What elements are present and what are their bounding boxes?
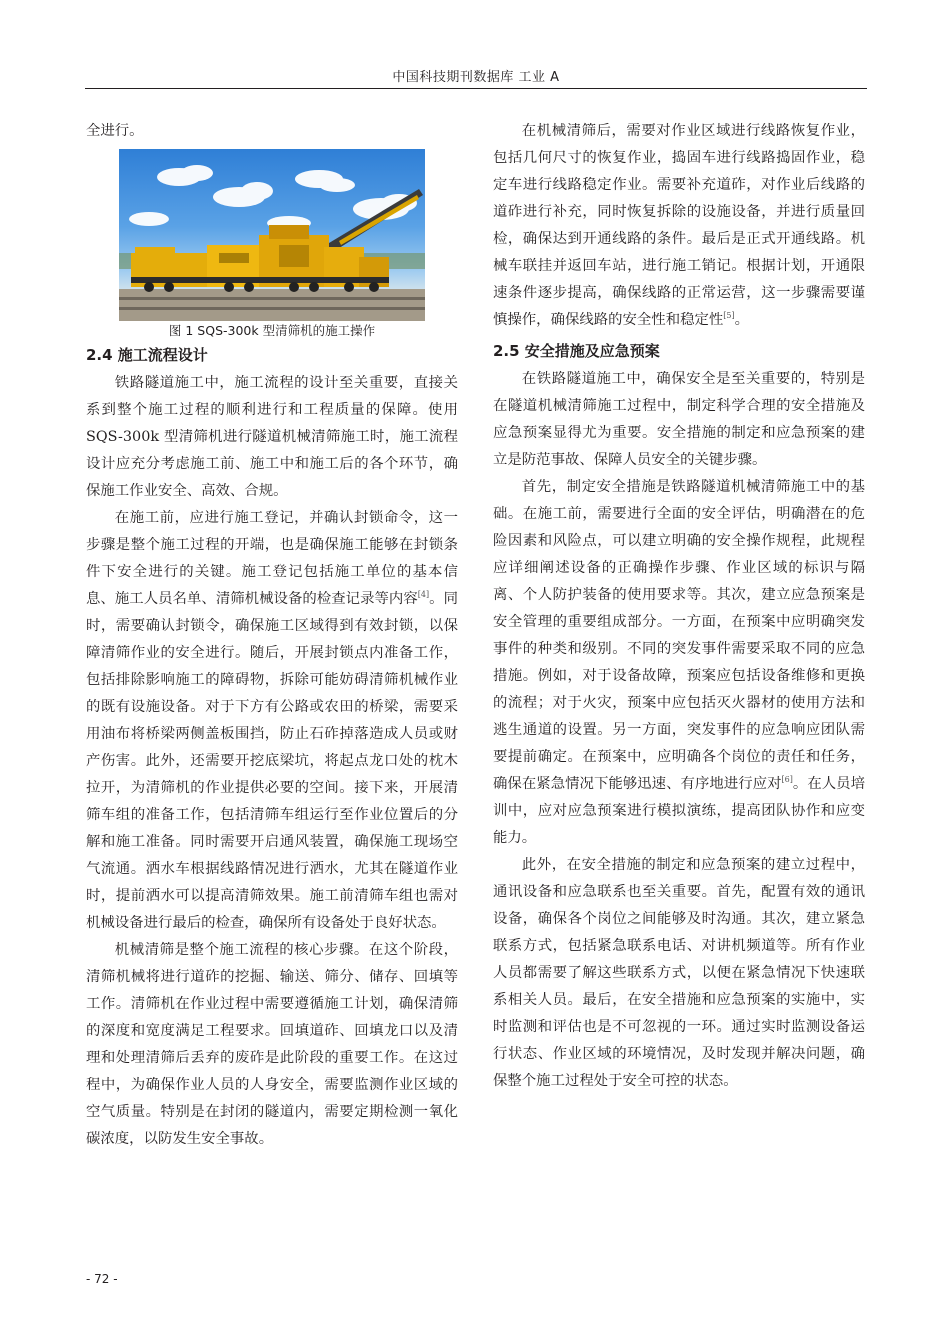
- citation-ref: [5]: [723, 311, 735, 320]
- journal-header: 中国科技期刊数据库 工业 A: [392, 70, 560, 85]
- paragraph: 此外，在安全措施的制定和应急预案的建立过程中，通讯设备和应急联系也至关重要。首先，配置有效的通讯设备，确保各个岗位之间能够及时沟通。其次，建立紧急联系方式，包括紧急联系电话、对讲机频道等。所有作业人员都需要了解这些联系方式，以便在紧急情况下快速联系相关人员。最后，在安全措施和应急预案的实施中，实时监测和评估也是不可忽视的一环。通过实时监测设备运行状态、作业区域的环境情况，及时发现并解决问题，确保整个施工过程处于安全可控的状态。: [493, 857, 865, 1089]
- section-title-2-5: 2.5 安全措施及应急预案: [493, 342, 660, 360]
- paragraph-continuation: 全进行。: [86, 123, 144, 139]
- paragraph-text: 。: [734, 312, 750, 328]
- paragraph-text: 。在人员培训中，应对应急预案进行模拟演练，提高团队协作和应变能力。: [493, 776, 865, 846]
- ballast-cleaner-image: [119, 149, 425, 321]
- page-number: - 72 -: [86, 1272, 118, 1286]
- paragraph: [86, 505, 458, 937]
- right-column: [493, 118, 865, 1095]
- figure-caption: 图 1 SQS-300k 型清筛机的施工操作: [168, 323, 376, 338]
- paragraph: [493, 118, 865, 334]
- paragraph: 机械清筛是整个施工流程的核心步骤。在这个阶段，清筛机械将进行道砟的挖掘、输送、筛分、储存、回填等工作。清筛机在作业过程中需要遵循施工计划，确保清筛的深度和宽度满足工程要求。回填道砟、回填龙口以及清理和处理清筛后丢弃的废砟是此阶段的重要工作。在这过程中，为确保作业人员的人身安全，需要监测作业区域的空气质量。特别是在封闭的隧道内，需要定期检测一氧化碳浓度，以防发生安全事故。: [86, 942, 458, 1147]
- left-column: [86, 118, 458, 1153]
- paragraph-text: 。同时，需要确认封锁令，确保施工区域得到有效封锁，以保障清筛作业的安全进行。随后，开展封锁点内准备工作，包括排除影响施工的障碍物，拆除可能妨碍清筛机械作业的既有设施设备。对于下方有公路或农田的桥梁，需要采用油布将桥梁两侧盖板围挡，防止石砟掉落造成人员或财产伤害。此外，还需要开挖底梁坑，将起点龙口处的枕木拉开，为清筛机的作业提供必要的空间。接下来，开展清筛车组的准备工作，包括清筛车组运行至作业位置后的分解和施工准备。同时需要开启通风装置，确保施工现场空气流通。洒水车根据线路情况进行洒水，尤其在隧道作业时，提前洒水可以提高清筛效果。施工前清筛车组也需对机械设备进行最后的检查，确保所有设备处于良好状态。: [86, 591, 458, 931]
- citation-ref: [6]: [781, 775, 793, 784]
- figure-ballast-cleaner-photo: [119, 149, 425, 321]
- paragraph: [493, 474, 865, 852]
- citation-ref: [4]: [417, 590, 430, 599]
- paragraph: 铁路隧道施工中，施工流程的设计至关重要，直接关系到整个施工过程的顺利进行和工程质量的保障。使用 SQS-300k 型清筛机进行隧道机械清筛施工时，施工流程设计应充分考虑施工前、施工中和施工后的各个环节，确保施工作业安全、高效、合规。: [86, 375, 458, 499]
- section-title-2-4: 2.4 施工流程设计: [86, 346, 208, 364]
- paragraph-text: 首先，制定安全措施是铁路隧道机械清筛施工中的基础。在施工前，需要进行全面的安全评估，明确潜在的危险因素和风险点，可以建立明确的安全操作规程，此规程应详细阐述设备的正确操作步骤、作业区域的标识与隔离、个人防护装备的使用要求等。其次，建立应急预案是安全管理的重要组成部分。一方面，在预案中应明确突发事件的种类和级别。不同的突发事件需要采取不同的应急措施。例如，对于设备故障，预案应包括设备维修和更换的流程；对于火灾，预案中应包括灭火器材的使用方法和逃生通道的设置。另一方面，突发事件的应急响应团队需要提前确定。在预案中，应明确各个岗位的责任和任务，确保在紧急情况下能够迅速、有序地进行应对: [493, 479, 865, 792]
- paragraph: 在铁路隧道施工中，确保安全是至关重要的，特别是在隧道机械清筛施工过程中，制定科学合理的安全措施及应急预案显得尤为重要。安全措施的制定和应急预案的建立是防范事故、保障人员安全的关键步骤。: [493, 371, 865, 468]
- paragraph-text: 在机械清筛后，需要对作业区域进行线路恢复作业，包括几何尺寸的恢复作业，捣固车进行线路捣固作业，稳定车进行线路稳定作业。需要补充道砟，对作业后线路的道砟进行补充，同时恢复拆除的设施设备，并进行质量回检，确保达到开通线路的条件。最后是正式开通线路。机械车联挂并返回车站，进行施工销记。根据计划，开通限速条件逐步提高，确保线路的正常运营，这一步骤需要谨慎操作，确保线路的安全性和稳定性: [493, 123, 865, 328]
- paragraph-text: 在施工前，应进行施工登记，并确认封锁命令，这一步骤是整个施工过程的开端，也是确保施工能够在封锁条件下安全进行的关键。施工登记包括施工单位的基本信息、施工人员名单、清筛机械设备的检查记录等内容: [86, 510, 458, 607]
- header-rule: [85, 88, 867, 89]
